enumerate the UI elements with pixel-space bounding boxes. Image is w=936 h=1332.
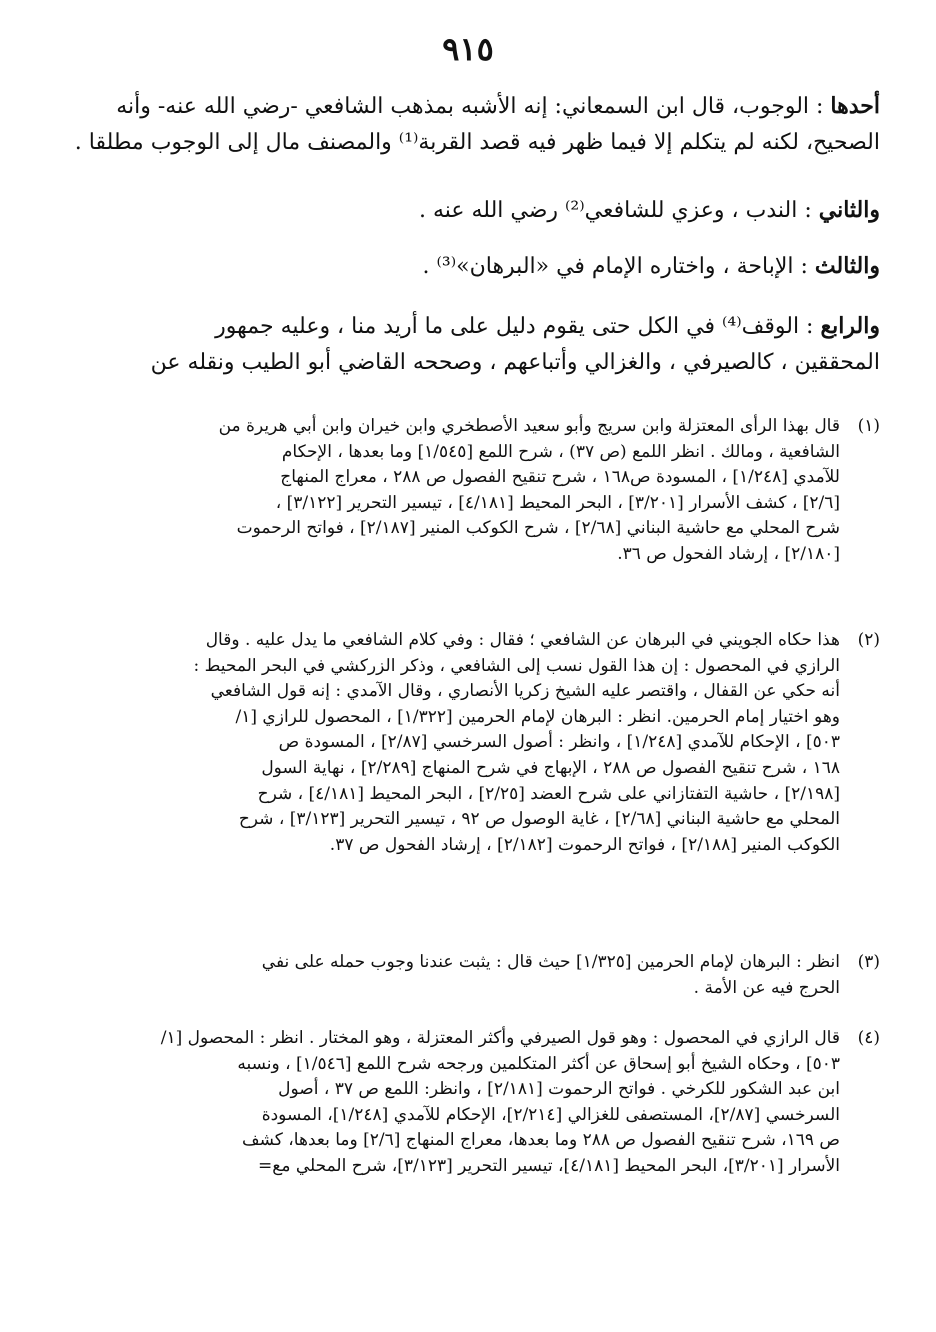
paragraph-heading: والرابع — [820, 313, 880, 339]
paragraph-third-opinion — [110, 248, 880, 285]
paragraph-fourth-opinion — [110, 308, 880, 381]
footnote-line: الأسرار [٣/٢٠١]، البحر المحيط [٤/١٨١]، تيسير التحرير [٣/١٢٣]، شرح المحلي مع= — [258, 1155, 840, 1176]
paragraph-second-opinion — [110, 192, 880, 229]
footnote-line: الرازي في المحصول : إن هذا القول نسب إلى الشافعي ، وذكر الزركشي في البحر المحيط : — [193, 655, 840, 676]
footnote-number: (٣) — [857, 952, 880, 972]
footnote-3 — [112, 950, 880, 1001]
page-number: ٩١٥ — [442, 30, 494, 68]
footnote-line: قال بهذا الرأى المعتزلة وابن سريج وأبو سعيد الأصطخري وابن خيران وابن أبي هريرة من — [218, 416, 840, 436]
paragraph-text: : الوقف⁽⁴⁾ في الكل حتى يقوم دليل على ما أريد منا ، وعليه جمهور — [215, 314, 814, 339]
paragraph-first-opinion — [74, 88, 880, 161]
footnote-number: (٢) — [857, 630, 880, 650]
paragraph-heading: أحدها — [830, 93, 880, 119]
paragraph-text: : الإباحة ، واختاره الإمام في «البرهان»⁽³⁾ . — [422, 254, 808, 279]
footnote-line: شرح المحلي مع حاشية البناني [٢/٦٨] ، شرح الكوكب المنير [٢/١٨٧] ، فواتح الرحموت — [236, 518, 840, 539]
footnote-line: المحلي مع حاشية البناني [٢/٦٨] ، غاية الوصول ص ٩٢ ، تيسير التحرير [٣/١٢٣] ، شرح — [238, 809, 840, 830]
footnote-2 — [112, 628, 880, 858]
footnote-4 — [112, 1026, 880, 1180]
footnote-line: أنه حكي عن القفال ، واقتصر عليه الشيخ زكريا الأنصاري ، وقال الآمدي : إنه قول الشافعي — [210, 681, 840, 702]
footnote-line: [٢/٦] ، كشف الأسرار [٣/٢٠١] ، البحر المحيط [٤/١٨١] ، تيسير التحرير [٣/١٢٢] ، — [275, 492, 840, 513]
footnote-1 — [112, 414, 880, 568]
footnote-line: الحرج فيه عن الأمة . — [693, 977, 840, 998]
paragraph-text: الصحيح، لكنه لم يتكلم إلا فيما ظهر فيه قصد القربة⁽¹⁾ والمصنف مال إلى الوجوب مطلقا . — [74, 130, 880, 155]
footnote-line: ١٦٨ ، شرح تنقيح الفصول ص ٢٨٨ ، الإبهاج في شرح المنهاج [٢/٢٨٩] ، نهاية السول — [261, 757, 840, 778]
paragraph-text: المحققين ، كالصيرفي ، والغزالي وأتباعهم ، وصححه القاضي أبو الطيب ونقله عن — [150, 350, 880, 375]
footnote-line: السرخسي [٢/٨٧]، المستصفى للغزالي [٢/٢١٤]، الإحكام للآمدي [١/٢٤٨]، المسودة — [261, 1104, 840, 1125]
footnote-number: (١) — [857, 416, 880, 436]
footnote-line: [٢/١٨٠] ، إرشاد الفحول ص ٣٦. — [617, 543, 840, 564]
paragraph-text: : الندب ، وعزي للشافعي⁽²⁾ رضي الله عنه . — [418, 198, 812, 223]
footnote-line: انظر : البرهان لإمام الحرمين [١/٣٢٥] حيث قال : يثبت عندنا وجوب حمله على نفي — [261, 952, 840, 972]
paragraph-heading: والثاني — [818, 197, 880, 223]
footnote-line: [٢/١٩٨] ، حاشية التفتازاني على شرح العضد [٢/٢٥] ، البحر المحيط [٤/١٨١] ، شرح — [257, 783, 840, 804]
footnote-line: هذا حكاه الجويني في البرهان عن الشافعي ؛ فقال : وفي كلام الشافعي ما يدل عليه . وقال — [205, 630, 840, 650]
footnote-line: ٥٠٣] ، الإحكام للآمدي [١/٢٤٨] ، وانظر : أصول السرخسي [٢/٨٧] ، المسودة ص — [278, 732, 840, 753]
footnote-line: قال الرازي في المحصول : وهو قول الصيرفي وأكثر المعتزلة ، وهو المختار . انظر : المحصول [١/ — [160, 1028, 840, 1048]
footnote-number: (٤) — [857, 1028, 880, 1048]
footnote-line: للآمدي [١/٢٤٨] ، المسودة ص١٦٨ ، شرح تنقيح الفصول ص ٢٨٨ ، معراج المنهاج — [280, 467, 840, 488]
footnote-line: ص ١٦٩، شرح تنقيح الفصول ص ٢٨٨ وما بعدها، معراج المنهاج [٢/٦] وما بعدها، كشف — [242, 1130, 840, 1151]
footnote-line: ٥٠٣] ، وحكاه الشيخ أبو إسحاق عن أكثر المتكلمين ورجحه شرح اللمع [١/٥٤٦] ، ونسبه — [237, 1053, 840, 1074]
paragraph-heading: والثالث — [814, 253, 880, 279]
footnote-line: وهو اختيار إمام الحرمين. انظر : البرهان لإمام الحرمين [١/٣٢٢] ، المحصول للرازي [١/ — [235, 706, 840, 727]
footnote-line: الكوكب المنير [٢/١٨٨] ، فواتح الرحموت [٢/١٨٢] ، إرشاد الفحول ص ٣٧. — [329, 834, 840, 855]
footnote-line: الشافعية ، ومالك . انظر اللمع (ص ٣٧) ، شرح اللمع [١/٥٤٥] وما بعدها ، الإحكام — [281, 441, 840, 462]
footnote-line: ابن عبد الشكور للكرخي . فواتح الرحموت [٢/١٨١] ، وانظر: اللمع ص ٣٧ ، أصول — [278, 1079, 840, 1100]
paragraph-text: : الوجوب، قال ابن السمعاني: إنه الأشبه بمذهب الشافعي -رضي الله عنه- وأنه — [116, 94, 824, 119]
